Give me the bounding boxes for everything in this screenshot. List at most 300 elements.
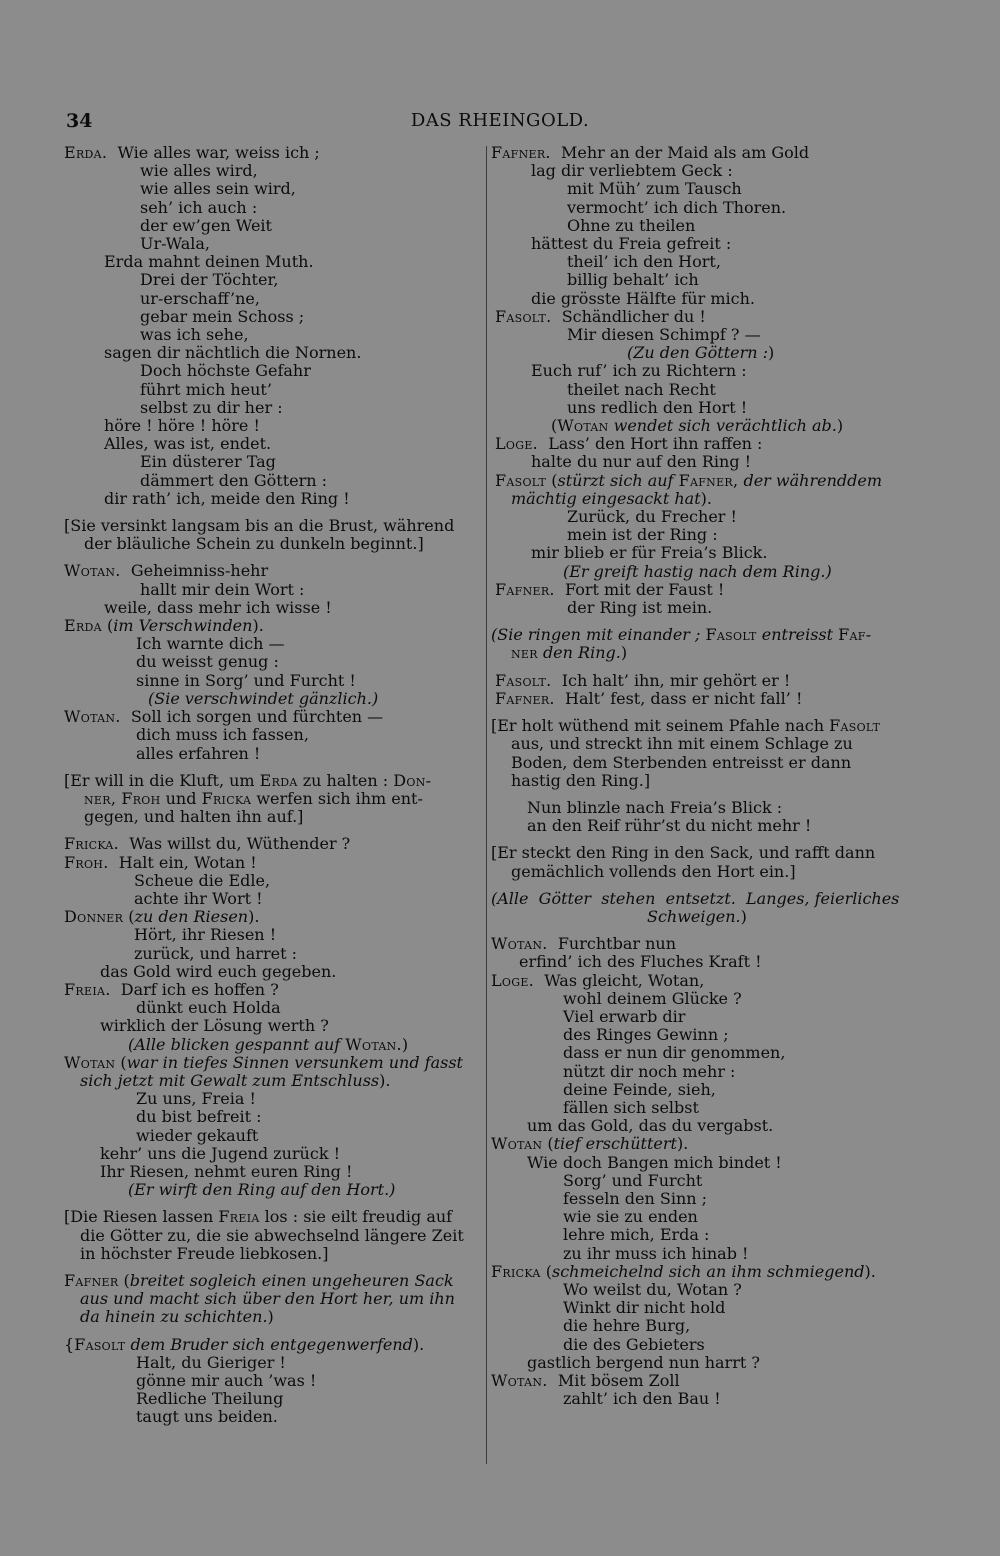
line-text: Boden, dem Sterbenden entreisst er dann xyxy=(511,752,852,772)
line-text: ). xyxy=(248,907,260,927)
text-line xyxy=(64,1354,484,1372)
line-text: halte du nur auf den Ring ! xyxy=(531,452,752,472)
speaker-name: Fasolt xyxy=(705,625,757,645)
text-line xyxy=(64,926,484,944)
speaker-name: Fricka. xyxy=(64,834,120,854)
text-line xyxy=(491,344,911,362)
line-text: sagen dir nächtlich die Nornen. xyxy=(104,343,362,363)
line-text: taugt uns beiden. xyxy=(136,1407,278,1427)
text-line xyxy=(64,1108,484,1126)
line-text: ) xyxy=(768,343,775,363)
text-line xyxy=(64,1036,484,1054)
text-line xyxy=(64,963,484,981)
line-text: Euch ruf’ ich zu Richtern : xyxy=(531,361,747,381)
speaker-name: ner xyxy=(511,643,538,663)
line-text: führt mich heut’ xyxy=(140,379,272,399)
line-text: die Götter zu, die sie abwechselnd längere Zeit xyxy=(80,1225,464,1245)
line-text: vermocht’ ich dich Thoren. xyxy=(567,197,787,217)
running-title: DAS RHEINGOLD. xyxy=(410,110,590,131)
text-line xyxy=(491,235,911,253)
speaker-name: Wotan xyxy=(491,1134,543,1154)
line-text: ) xyxy=(401,1034,409,1054)
line-text: weile, dass mehr ich wisse ! xyxy=(104,597,332,617)
text-line xyxy=(64,326,484,344)
line-text: du weisst genug : xyxy=(136,652,279,672)
stage-direction: sich jetzt mit Gewalt zum Entschluss xyxy=(80,1070,380,1090)
line-text: die grösste Hälfte für mich. xyxy=(531,288,755,308)
line-text: wie sie zu enden xyxy=(563,1207,698,1227)
text-line xyxy=(64,271,484,289)
line-text: Halt, du Gieriger ! xyxy=(136,1352,286,1372)
line-text: Wie alles war, weiss ich ; xyxy=(107,143,320,162)
line-text: hastig den Ring.] xyxy=(511,770,651,790)
text-line xyxy=(64,490,484,508)
line-text: ( xyxy=(115,1052,127,1072)
line-text: wieder gekauft xyxy=(136,1125,259,1145)
line-text: gebar mein Schoss ; xyxy=(140,306,305,326)
text-line xyxy=(64,1408,484,1426)
text-line xyxy=(491,972,911,990)
text-line xyxy=(491,690,911,708)
line-text: lag dir verliebtem Geck : xyxy=(531,161,733,181)
line-text: mit Müh’ zum Tausch xyxy=(567,179,742,199)
line-text: ). xyxy=(412,1334,425,1354)
line-text: das Gold wird euch gegeben. xyxy=(100,961,337,981)
line-text: Doch höchste Gefahr xyxy=(140,361,311,381)
text-line xyxy=(64,344,484,362)
text-line xyxy=(64,908,484,926)
line-text: Wie doch Bangen mich bindet ! xyxy=(527,1152,782,1172)
line-text: theil’ ich den Hort, xyxy=(567,252,721,272)
stage-direction: da hinein zu schichten. xyxy=(80,1307,268,1327)
line-text: Drei der Töchter, xyxy=(140,270,279,290)
line-text: Winkt dir nicht hold xyxy=(563,1298,726,1318)
stage-direction: tief erschüttert xyxy=(553,1134,677,1154)
line-text: dünkt euch Holda xyxy=(136,998,281,1018)
line-text: Lass’ den Hort ihn raffen : xyxy=(538,434,763,454)
speaker-name: Wotan. xyxy=(64,707,121,727)
line-text: seh’ ich auch : xyxy=(140,197,258,217)
text-line xyxy=(491,508,911,526)
left-column xyxy=(64,144,484,1427)
text-line xyxy=(491,544,911,562)
line-text: Ohne zu theilen xyxy=(567,215,696,235)
text-line xyxy=(491,453,911,471)
stage-direction: der währenddem xyxy=(743,470,882,490)
text-line xyxy=(64,635,484,653)
text-line xyxy=(491,935,911,953)
text-line xyxy=(64,690,484,708)
line-text: ( xyxy=(101,616,114,636)
line-text: [Er will in die Kluft, um xyxy=(64,770,260,790)
text-line xyxy=(491,1063,911,1081)
stage-direction: entreisst xyxy=(761,625,834,645)
speaker-name: Erda xyxy=(259,770,298,790)
text-line xyxy=(491,253,911,271)
line-text: ( xyxy=(551,416,558,436)
line-text: wohl deinem Glücke ? xyxy=(563,988,742,1008)
text-line xyxy=(491,890,911,908)
line-text: Soll ich sorgen und fürchten — xyxy=(120,707,384,727)
text-line xyxy=(491,772,911,790)
line-text: ur-erschaff’ne, xyxy=(140,288,260,308)
line-text: du bist befreit : xyxy=(136,1107,262,1127)
text-line xyxy=(491,844,911,862)
stage-direction: war in tiefes Sinnen versunkem und fasst xyxy=(126,1052,463,1072)
page-number: 34 xyxy=(66,110,93,132)
line-text: hallt mir dein Wort : xyxy=(140,579,305,599)
text-line xyxy=(64,1163,484,1181)
line-text: ). xyxy=(700,488,712,508)
text-line xyxy=(64,517,484,535)
speaker-name: Fasolt xyxy=(829,716,881,736)
speaker-name: Fasolt. xyxy=(495,670,552,690)
text-line xyxy=(64,599,484,617)
speaker-name: Fricka xyxy=(201,788,252,808)
text-line xyxy=(491,1336,911,1354)
line-text: alles erfahren ! xyxy=(136,743,261,763)
text-line xyxy=(64,535,484,553)
speaker-name: Wotan. xyxy=(345,1034,402,1054)
line-text: gastlich bergend nun harrt ? xyxy=(527,1352,760,1372)
text-line xyxy=(64,399,484,417)
stage-direction: breitet sogleich einen ungeheuren Sack xyxy=(129,1270,454,1290)
line-text: Sorg’ und Furcht xyxy=(563,1170,703,1190)
text-line xyxy=(491,180,911,198)
text-line xyxy=(64,708,484,726)
right-column xyxy=(491,144,911,1408)
text-line xyxy=(64,1290,484,1308)
line-text: um das Gold, das du vergabst. xyxy=(527,1116,774,1136)
line-text: wirklich der Lösung werth ? xyxy=(100,1016,329,1036)
speaker-name: Fafner xyxy=(64,1270,119,1290)
line-text: Schändlicher du ! xyxy=(551,306,706,326)
stage-direction: (Er greift hastig nach dem Ring.) xyxy=(563,561,832,581)
line-text: die des Gebieters xyxy=(563,1334,705,1354)
text-line xyxy=(491,990,911,1008)
line-text: der bläuliche Schein zu dunkeln beginnt.] xyxy=(84,534,424,554)
line-text: Ich warnte dich — xyxy=(136,634,285,654)
text-line xyxy=(491,863,911,881)
line-text: Mehr an der Maid als am Gold xyxy=(550,143,810,162)
text-line xyxy=(64,981,484,999)
text-line xyxy=(64,1245,484,1263)
text-line xyxy=(64,1145,484,1163)
text-line xyxy=(64,144,484,162)
text-line xyxy=(64,1336,484,1354)
speaker-name: Fafner. xyxy=(491,143,551,162)
line-text: Ein düsterer Tag xyxy=(140,452,276,472)
text-line xyxy=(64,435,484,453)
line-text: deine Feinde, sieh, xyxy=(563,1079,716,1099)
speaker-name: Wotan xyxy=(557,416,609,436)
text-line xyxy=(491,472,911,490)
text-line xyxy=(64,581,484,599)
text-line xyxy=(491,399,911,417)
line-text: ) xyxy=(620,643,628,663)
line-text: in höchster Freude liebkosen.] xyxy=(80,1243,329,1263)
speaker-name: Fafner. xyxy=(495,579,555,599)
text-line xyxy=(64,999,484,1017)
stage-direction: (Sie ringen mit einander ; xyxy=(491,625,701,645)
text-line xyxy=(64,945,484,963)
line-text: [Er holt wüthend mit seinem Pfahle nach xyxy=(491,716,830,736)
text-line xyxy=(64,672,484,690)
line-text: ( xyxy=(540,1261,552,1281)
line-text: billig behalt’ ich xyxy=(567,270,699,290)
line-text: ) xyxy=(740,906,747,926)
line-text: Erda mahnt deinen Muth. xyxy=(104,252,314,272)
line-text: lehre mich, Erda : xyxy=(563,1225,710,1245)
text-line xyxy=(491,717,911,735)
line-text: wie alles sein wird, xyxy=(140,179,296,199)
speaker-name: Fasolt xyxy=(74,1334,126,1354)
speaker-name: Wotan xyxy=(64,1052,116,1072)
line-text: sinne in Sorg’ und Furcht ! xyxy=(136,670,356,690)
line-text: [Die Riesen lassen xyxy=(64,1207,219,1227)
line-text: fesseln den Sinn ; xyxy=(563,1188,708,1208)
text-line xyxy=(64,290,484,308)
text-line xyxy=(491,308,911,326)
line-text: ). xyxy=(252,616,264,636)
stage-direction: (Alle blicken gespannt auf xyxy=(128,1034,346,1054)
text-line xyxy=(491,908,911,926)
line-text: was ich sehe, xyxy=(140,325,249,345)
speaker-name: Erda xyxy=(64,616,102,636)
line-text: ). xyxy=(676,1134,689,1154)
text-line xyxy=(64,1272,484,1290)
text-line xyxy=(64,872,484,890)
text-line xyxy=(491,1008,911,1026)
speaker-name: Wotan. xyxy=(491,934,548,954)
text-line xyxy=(491,1099,911,1117)
text-line xyxy=(491,381,911,399)
text-line xyxy=(491,626,911,644)
text-line xyxy=(491,1390,911,1408)
text-line xyxy=(64,835,484,853)
line-text: werfen sich ihm ent- xyxy=(251,788,423,808)
text-line xyxy=(64,308,484,326)
line-text: hättest du Freia gefreit : xyxy=(531,234,732,254)
column-divider xyxy=(486,146,487,1464)
text-line xyxy=(64,362,484,380)
line-text: erfind’ ich des Fluches Kraft ! xyxy=(519,952,762,972)
stage-direction: den Ring. xyxy=(542,643,621,663)
line-text: gemächlich vollends den Hort ein.] xyxy=(511,861,796,881)
text-line xyxy=(491,953,911,971)
line-text: Fort mit der Faust ! xyxy=(554,579,725,599)
line-text: selbst zu dir her : xyxy=(140,397,283,417)
line-text: los : sie eilt freudig auf xyxy=(259,1207,453,1227)
text-line xyxy=(64,453,484,471)
text-line xyxy=(491,1117,911,1135)
text-line xyxy=(64,617,484,635)
text-line xyxy=(491,1263,911,1281)
stage-direction: (Er wirft den Ring auf den Hort.) xyxy=(128,1180,396,1200)
text-line xyxy=(491,817,911,835)
speaker-name: Donner xyxy=(64,907,124,927)
text-line xyxy=(491,1226,911,1244)
speaker-name: Fricka xyxy=(491,1261,541,1281)
text-line xyxy=(491,271,911,289)
line-text: [Sie versinkt langsam bis an die Brust, während xyxy=(64,516,455,536)
speaker-name: Fasolt xyxy=(495,470,547,490)
text-line xyxy=(491,1372,911,1390)
line-text: zu ihr muss ich hinab ! xyxy=(563,1243,749,1263)
text-line xyxy=(64,1227,484,1245)
stage-direction: wendet sich verächtlich ab. xyxy=(613,416,837,436)
line-text: dämmert den Göttern : xyxy=(140,470,328,490)
text-line xyxy=(491,290,911,308)
line-text: gönne mir auch ’was ! xyxy=(136,1371,317,1390)
speaker-name: Loge. xyxy=(495,434,539,454)
line-text: höre ! höre ! höre ! xyxy=(104,416,260,436)
stage-direction: schmeichelnd sich an ihm schmiegend xyxy=(552,1261,865,1281)
text-line xyxy=(64,253,484,271)
line-text: ( xyxy=(118,1270,130,1290)
text-line xyxy=(491,1154,911,1172)
text-line xyxy=(64,1390,484,1408)
text-line xyxy=(64,1054,484,1072)
line-text: mir blieb er für Freia’s Blick. xyxy=(531,543,768,563)
text-line xyxy=(64,162,484,180)
text-line xyxy=(491,490,911,508)
speaker-name: Freia. xyxy=(64,979,111,999)
text-line xyxy=(64,417,484,435)
line-text: gegen, und halten ihn auf.] xyxy=(84,807,304,827)
text-line xyxy=(491,1354,911,1372)
line-text: Wo weilst du, Wotan ? xyxy=(563,1279,742,1299)
text-line xyxy=(491,1190,911,1208)
line-text: Darf ich es hoffen ? xyxy=(110,979,279,999)
line-text: achte ihr Wort ! xyxy=(134,888,263,908)
line-text: { xyxy=(64,1334,75,1354)
stage-direction: aus und macht sich über den Hort her, um ihn xyxy=(80,1289,455,1309)
line-text: des Ringes Gewinn ; xyxy=(563,1025,729,1045)
line-text: ( xyxy=(123,907,135,927)
line-text: Zu uns, Freia ! xyxy=(136,1089,256,1109)
text-line xyxy=(491,799,911,817)
speaker-name: Froh xyxy=(121,788,161,808)
text-line xyxy=(491,1081,911,1099)
text-line xyxy=(64,890,484,908)
text-line xyxy=(64,790,484,808)
text-line xyxy=(64,381,484,399)
text-line xyxy=(64,1372,484,1390)
line-text: Furchtbar nun xyxy=(547,934,677,954)
line-text: Ur-Wala, xyxy=(140,234,210,254)
speaker-name: Don- xyxy=(393,770,432,790)
line-text: Nun blinzle nach Freia’s Blick : xyxy=(527,797,783,817)
line-text: aus, und streckt ihn mit einem Schlage zu xyxy=(511,734,853,754)
text-line xyxy=(64,1208,484,1226)
line-text: an den Reif rühr’st du nicht mehr ! xyxy=(527,816,812,836)
line-text: Hört, ihr Riesen ! xyxy=(134,925,277,945)
text-line xyxy=(491,672,911,690)
text-line xyxy=(64,854,484,872)
line-text: dir rath’ ich, meide den Ring ! xyxy=(104,488,350,508)
line-text: [Er steckt den Ring in den Sack, und rafft dann xyxy=(491,843,876,863)
stage-direction: mächtig eingesackt hat xyxy=(511,488,701,508)
line-text: Mir diesen Schimpf ? — xyxy=(567,325,761,345)
line-text: Mit bösem Zoll xyxy=(547,1371,680,1390)
text-line xyxy=(64,808,484,826)
stage-direction: Schweigen. xyxy=(647,906,741,926)
text-line xyxy=(491,217,911,235)
line-text: ) xyxy=(267,1307,274,1327)
speaker-name: Fafner. xyxy=(495,688,555,708)
text-line xyxy=(64,1090,484,1108)
text-line xyxy=(64,562,484,580)
line-text: ). xyxy=(379,1070,391,1090)
line-text: dass er nun dir genommen, xyxy=(563,1043,786,1063)
text-line xyxy=(491,1208,911,1226)
speaker-name: Wotan. xyxy=(491,1371,548,1390)
text-line xyxy=(491,162,911,180)
speaker-name: Fafner, xyxy=(678,470,739,490)
text-line xyxy=(64,199,484,217)
line-text: mein ist der Ring : xyxy=(567,525,718,545)
text-line xyxy=(491,1281,911,1299)
line-text: Scheue die Edle, xyxy=(134,870,271,890)
line-text: ( xyxy=(546,470,558,490)
text-line xyxy=(491,754,911,772)
stage-direction: dem Bruder sich entgegenwerfend xyxy=(130,1334,413,1354)
text-line xyxy=(491,526,911,544)
line-text: zurück, und harret : xyxy=(134,943,297,963)
line-text: Ihr Riesen, nehmt euren Ring ! xyxy=(100,1161,353,1181)
line-text: Was willst du, Wüthender ? xyxy=(119,834,351,854)
speaker-name: Froh. xyxy=(64,852,109,872)
text-line xyxy=(491,644,911,662)
text-line xyxy=(64,1017,484,1035)
text-line xyxy=(64,726,484,744)
text-line xyxy=(491,362,911,380)
text-line xyxy=(64,653,484,671)
text-line xyxy=(491,435,911,453)
line-text: Redliche Theilung xyxy=(136,1389,284,1409)
text-line xyxy=(64,180,484,198)
text-line xyxy=(491,563,911,581)
line-text: Zurück, du Frecher ! xyxy=(567,507,737,527)
text-line xyxy=(491,1299,911,1317)
line-text: der ew’gen Weit xyxy=(140,215,272,235)
text-line xyxy=(64,1072,484,1090)
line-text: wie alles wird, xyxy=(140,161,258,181)
stage-direction: (Sie verschwindet gänzlich.) xyxy=(148,688,379,708)
line-text: fällen sich selbst xyxy=(563,1097,699,1117)
text-line xyxy=(64,1181,484,1199)
text-line xyxy=(491,581,911,599)
text-line xyxy=(491,1135,911,1153)
speaker-name: Fasolt. xyxy=(495,306,552,326)
text-line xyxy=(64,1127,484,1145)
line-text: uns redlich den Hort ! xyxy=(567,397,748,417)
text-line xyxy=(491,1317,911,1335)
line-text: zahlt’ ich den Bau ! xyxy=(563,1389,721,1409)
text-line xyxy=(491,199,911,217)
line-text: Was gleicht, Wotan, xyxy=(534,970,705,990)
line-text: dich muss ich fassen, xyxy=(136,725,309,745)
text-line xyxy=(64,235,484,253)
stage-direction: (Zu den Göttern : xyxy=(627,343,769,363)
text-line xyxy=(64,472,484,490)
line-text: der Ring ist mein. xyxy=(567,598,713,618)
text-line xyxy=(64,745,484,763)
line-text: ) xyxy=(836,416,844,436)
line-text: ( xyxy=(542,1134,554,1154)
line-text: Halt ein, Wotan ! xyxy=(108,852,257,872)
